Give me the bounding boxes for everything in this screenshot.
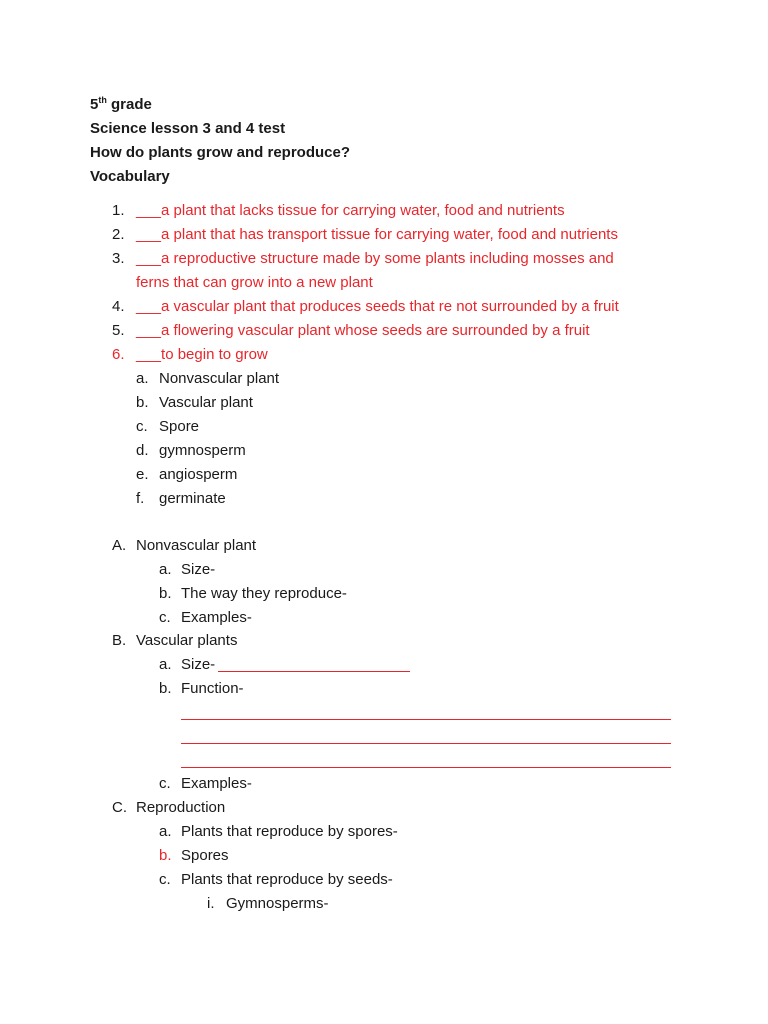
grade-word: grade xyxy=(111,96,152,113)
vocab-number: 3. xyxy=(112,250,125,267)
outline-item-letter: a. xyxy=(159,823,172,840)
outline-item-letter: b. xyxy=(159,585,172,602)
outline-letter: A. xyxy=(112,537,127,554)
vocab-definition-continued: ferns that can grow into a new plant xyxy=(136,274,373,291)
outline-heading: Reproduction xyxy=(136,799,226,816)
outline-item: Plants that reproduce by spores- xyxy=(181,823,398,840)
choice-letter: a. xyxy=(136,370,149,387)
vocab-definition: ___a plant that has transport tissue for carrying water, food and nutrients xyxy=(136,226,618,243)
choice-term: Spore xyxy=(159,418,200,435)
outline-item-letter: b. xyxy=(159,680,172,697)
choice-letter: e. xyxy=(136,466,149,483)
choice-term: Nonvascular plant xyxy=(159,370,280,387)
section-heading: Vocabulary xyxy=(90,168,170,185)
choice-term: angiosperm xyxy=(159,466,238,483)
vocab-definition: ___a flowering vascular plant whose seeds are surrounded by a fruit xyxy=(136,322,590,339)
outline-subitem: Gymnosperms- xyxy=(226,895,329,912)
outline-item-letter: a. xyxy=(159,561,172,578)
test-question: How do plants grow and reproduce? xyxy=(90,144,351,161)
vocab-number: 2. xyxy=(112,226,125,243)
choice-term: gymnosperm xyxy=(159,442,246,459)
outline-item: Spores xyxy=(181,847,229,864)
grade-number: 5 xyxy=(90,96,99,113)
vocab-number: 1. xyxy=(112,202,125,219)
vocab-number: 6. xyxy=(112,346,125,363)
vocab-definition: ___to begin to grow xyxy=(136,346,268,363)
outline-item: Function- xyxy=(181,680,244,697)
vocab-number: 5. xyxy=(112,322,125,339)
outline-item-letter: a. xyxy=(159,656,172,673)
function-answer-blank xyxy=(181,719,671,720)
function-answer-blank xyxy=(181,767,671,768)
vocab-definition: ___a reproductive structure made by some plants including mosses and xyxy=(136,250,614,267)
outline-item: Plants that reproduce by seeds- xyxy=(181,871,393,888)
outline-letter: C. xyxy=(112,799,127,816)
outline-item: Size- xyxy=(181,561,216,578)
choice-letter: f. xyxy=(136,490,145,507)
outline-heading: Vascular plants xyxy=(136,632,238,649)
choice-letter: b. xyxy=(136,394,149,411)
outline-item-letter: b. xyxy=(159,847,172,864)
outline-heading: Nonvascular plant xyxy=(136,537,257,554)
choice-letter: d. xyxy=(136,442,149,459)
outline-item: Examples- xyxy=(181,609,252,626)
outline-letter: B. xyxy=(112,632,127,649)
function-answer-blank xyxy=(181,743,671,744)
test-title: Science lesson 3 and 4 test xyxy=(90,120,286,137)
grade-superscript: th xyxy=(98,95,107,105)
choice-term: germinate xyxy=(159,490,226,507)
size-answer-blank xyxy=(218,671,410,672)
choice-letter: c. xyxy=(136,418,148,435)
vocab-number: 4. xyxy=(112,298,125,315)
outline-item: Size- xyxy=(181,656,216,673)
outline-item-letter: c. xyxy=(159,609,171,626)
vocab-definition: ___a plant that lacks tissue for carrying water, food and nutrients xyxy=(136,202,565,219)
choice-term: Vascular plant xyxy=(159,394,253,411)
outline-item-letter: c. xyxy=(159,775,171,792)
vocab-definition: ___a vascular plant that produces seeds that re not surrounded by a fruit xyxy=(136,298,619,315)
outline-item-letter: c. xyxy=(159,871,171,888)
outline-subitem-numeral: i. xyxy=(207,895,215,912)
outline-item: Examples- xyxy=(181,775,252,792)
outline-item: The way they reproduce- xyxy=(181,585,347,602)
grade-line xyxy=(90,95,152,115)
